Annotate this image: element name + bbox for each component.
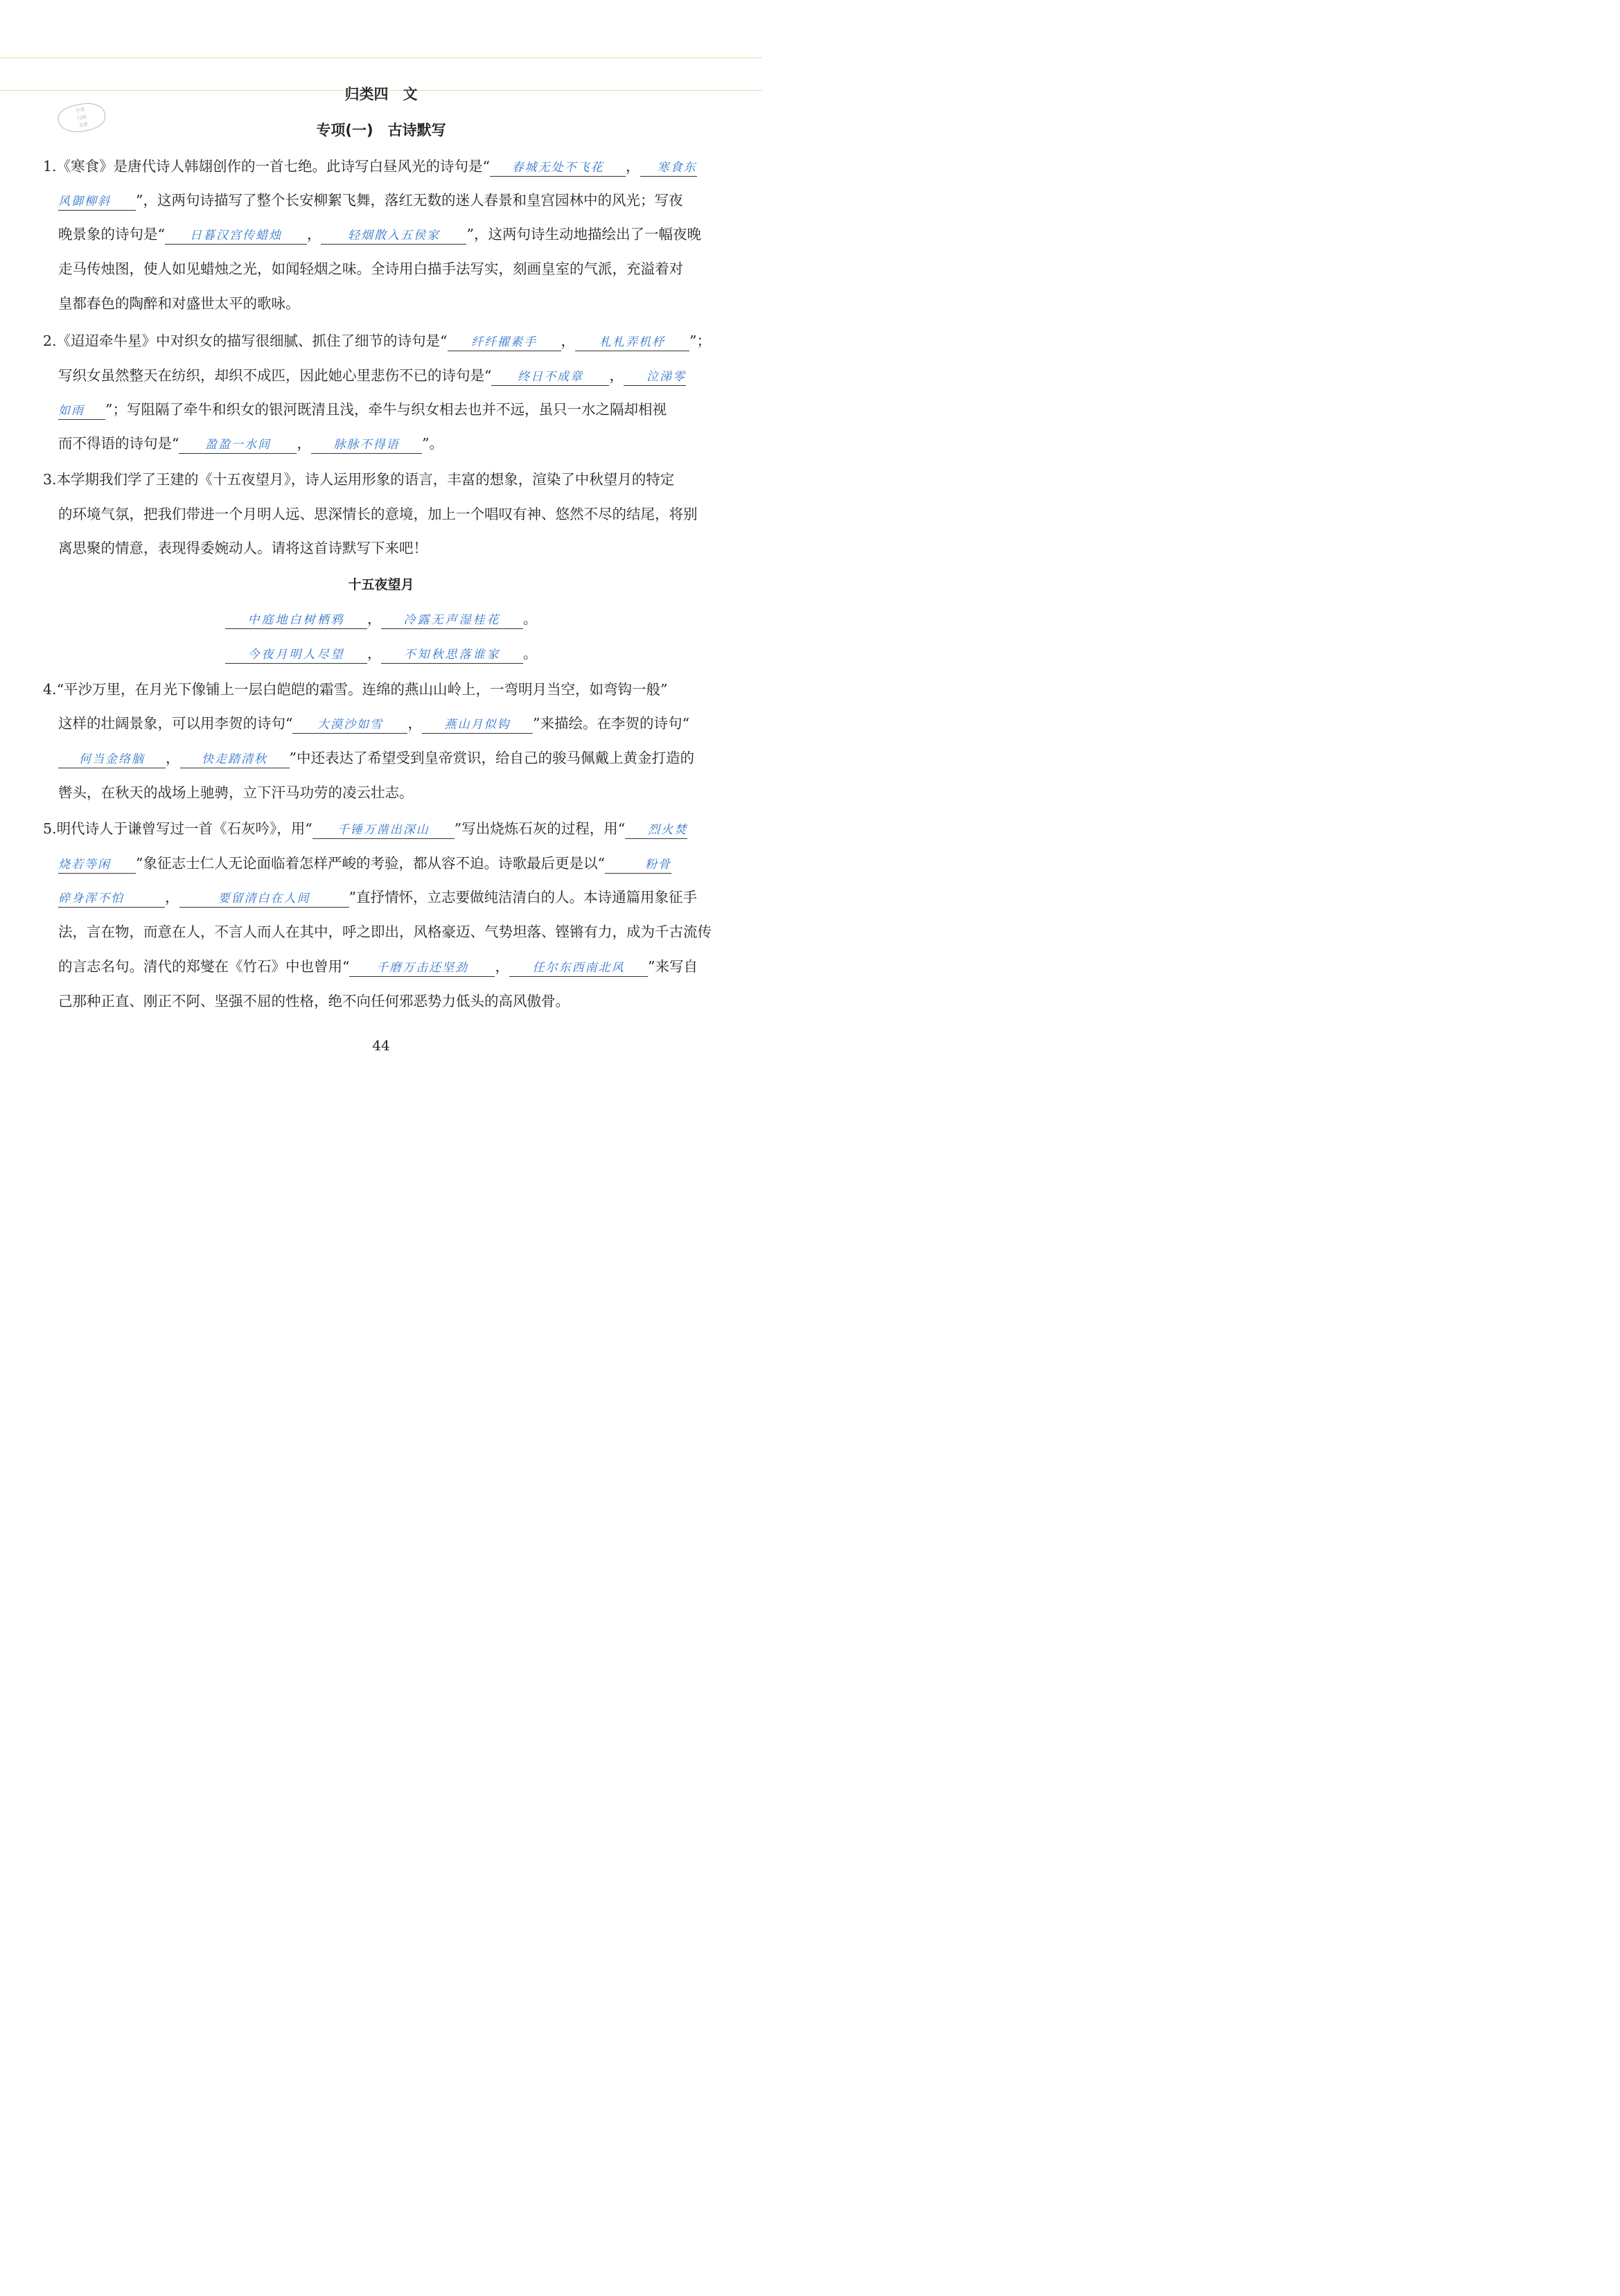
answer-blank: 千锤万凿出深山 [312, 822, 455, 839]
poem-line-2 [0, 643, 762, 664]
answer-blank: 寒食东 [640, 159, 697, 177]
answer-blank: 粉骨 [605, 856, 671, 874]
question-text: ”。 [421, 435, 443, 452]
question-text: ”，这两句诗生动地描绘出了一幅夜晚 [466, 226, 701, 242]
answer-blank: 烈火焚 [625, 822, 687, 839]
q1-line-5 [58, 293, 300, 314]
answer-blank: 碎身浑不怕 [58, 890, 165, 908]
poem-title: 十五夜望月 [348, 577, 414, 592]
q4-line-4 [58, 782, 414, 803]
question-text: 辔头，在秋天的战场上驰骋，立下汗马功劳的凌云壮志。 [58, 784, 414, 801]
question-text: 己那种正直、刚正不阿、坚强不屈的性格，绝不向任何邪恶势力低头的高风傲骨。 [58, 993, 570, 1009]
stamp-text: 字里 [75, 106, 86, 114]
q4-line-3 [58, 748, 694, 768]
question-text: 明代诗人于谦曾写过一首《石灰吟》，用“ [56, 820, 312, 837]
subsection-title: 专项(一) 古诗默写 [316, 122, 446, 139]
q5-line-2 [58, 853, 671, 874]
q3-line-1 [43, 469, 674, 490]
question-text: 本学期我们学了王建的《十五夜望月》，诗人运用形象的语言，丰富的想象，渲染了中秋望月的特定 [56, 471, 675, 488]
q4-line-1 [43, 679, 668, 700]
q5-line-3 [58, 887, 697, 908]
question-text: 的环境气氛，把我们带进一个月明人远、思深情长的意境，加上一个唱叹有神、悠然不尽的结尾，将别 [58, 506, 698, 522]
question-text: ”来写自 [647, 958, 698, 975]
question-text: 而不得语的诗句是“ [58, 435, 179, 452]
question-number: 5. [43, 820, 57, 837]
q1-line-4 [58, 258, 683, 279]
answer-blank: 盈盈一水间 [179, 436, 297, 454]
answer-blank: 纤纤擢素手 [448, 334, 561, 351]
question-text: ”来描绘。在李贺的诗句“ [532, 715, 689, 732]
comma: ， [297, 435, 311, 452]
comma: ， [367, 610, 381, 627]
question-text: 晚景象的诗句是“ [58, 226, 165, 242]
answer-blank: 千磨万击还坚劲 [349, 960, 495, 977]
q2-line-2 [58, 365, 686, 386]
question-text: 《迢迢牵牛星》中对织女的描写很细腻、抓住了细节的诗句是“ [56, 333, 448, 349]
answer-blank: 脉脉不得语 [311, 436, 422, 454]
question-text: 的言志名句。清代的郑燮在《竹石》中也曾用“ [58, 958, 350, 975]
question-text: “平沙万里，在月光下像铺上一层白皑皑的霜雪。连绵的燕山山岭上，一弯明月当空，如弯钩一般” [56, 681, 668, 698]
stamp-text: 书香 [78, 121, 89, 130]
answer-blank: 烧若等闲 [58, 856, 136, 874]
comma: ， [561, 333, 576, 349]
answer-blank: 中庭地白树栖鸦 [225, 612, 367, 629]
q5-line-5 [58, 956, 698, 977]
answer-blank: 如雨 [58, 403, 105, 420]
question-number: 4. [43, 681, 57, 698]
q4-line-2 [58, 713, 689, 734]
question-text: 这样的壮阔景象，可以用李贺的诗句“ [58, 715, 293, 732]
question-number: 2. [43, 333, 57, 349]
question-text: ”象征志士仁人无论面临着怎样严峻的考验，都从容不迫。诗歌最后更是以“ [136, 855, 605, 872]
answer-blank: 轻烟散入五侯家 [321, 227, 466, 245]
comma: ， [306, 226, 322, 242]
period: 。 [523, 610, 537, 627]
comma: ， [495, 958, 509, 975]
question-text: ”；写阻隔了牵牛和织女的银河既清且浅，牵牛与织女相去也并不远，虽只一水之隔却相视 [105, 401, 667, 418]
page-number: 44 [372, 1037, 390, 1054]
answer-blank: 任尔东西南北风 [509, 960, 648, 977]
stamp-text: 行间 [76, 114, 87, 122]
answer-blank: 冷露无声湿桂花 [381, 612, 523, 629]
question-text: 走马传烛图，使人如见蜡烛之光，如闻轻烟之味。全诗用白描手法写实，刻画皇室的气派，充溢着对 [58, 260, 683, 277]
answer-blank: 要留清白在人间 [179, 890, 349, 908]
question-number: 3. [43, 471, 57, 488]
answer-blank: 终日不成章 [491, 369, 609, 386]
answer-blank: 日暮汉宫传蜡烛 [165, 227, 307, 245]
question-text: 皇都春色的陶醉和对盛世太平的歌咏。 [58, 295, 300, 312]
q3-line-2 [58, 504, 698, 524]
question-text: 写织女虽然整天在纺织，却织不成匹，因此她心里悲伤不已的诗句是“ [58, 367, 492, 384]
comma: ， [407, 715, 422, 732]
q1-line-3 [58, 224, 701, 245]
answer-blank: 大漠沙如雪 [292, 716, 407, 734]
poem-line-1 [0, 608, 762, 629]
comma: ， [367, 645, 381, 662]
q5-line-1 [43, 818, 687, 839]
answer-blank: 泣涕零 [624, 369, 686, 386]
q5-line-4 [58, 921, 712, 942]
answer-blank: 燕山月似钩 [422, 716, 533, 734]
answer-blank: 今夜月明人尽望 [225, 646, 367, 664]
question-text: ”； [689, 333, 712, 349]
question-text: ”写出烧炼石灰的过程，用“ [454, 820, 626, 837]
answer-blank: 快走踏清秋 [180, 751, 290, 768]
q2-line-4 [58, 433, 443, 454]
q1-line-2 [58, 190, 683, 211]
question-number: 1. [43, 158, 57, 175]
question-text: 《寒食》是唐代诗人韩翃创作的一首七绝。此诗写白昼风光的诗句是“ [56, 158, 491, 175]
q5-line-6 [58, 991, 570, 1012]
answer-blank: 何当金络脑 [58, 751, 166, 768]
question-text: 法，言在物，而意在人，不言人而人在其中，呼之即出，风格豪迈、气势坦落、铿锵有力，成为千古流传 [58, 924, 712, 940]
q3-line-3 [58, 538, 428, 558]
section-title: 归类四 文 [344, 86, 418, 103]
question-text: ”中还表达了希望受到皇帝赏识，给自己的骏马佩戴上黄金打造的 [289, 750, 694, 766]
comma: ， [626, 158, 640, 175]
comma: ， [165, 889, 179, 906]
period: 。 [523, 645, 537, 662]
question-text: ”，这两句诗描写了整个长安柳絮飞舞，落红无数的迷人春景和皇宫园林中的风光；写夜 [136, 192, 683, 209]
comma: ， [166, 750, 180, 766]
answer-blank: 风御柳斜 [58, 193, 136, 211]
answer-blank: 不知秋思落谁家 [381, 646, 523, 664]
answer-blank: 札札弄机杼 [575, 334, 689, 351]
q2-line-3 [58, 399, 667, 420]
answer-blank: 春城无处不飞花 [490, 159, 626, 177]
question-text: 离思聚的情意，表现得委婉动人。请将这首诗默写下来吧！ [58, 540, 428, 556]
comma: ， [609, 367, 624, 384]
question-text: ”直抒情怀，立志要做纯洁清白的人。本诗通篇用象征手 [349, 889, 697, 906]
q2-line-1 [43, 330, 711, 351]
q1-line-1 [43, 156, 697, 177]
